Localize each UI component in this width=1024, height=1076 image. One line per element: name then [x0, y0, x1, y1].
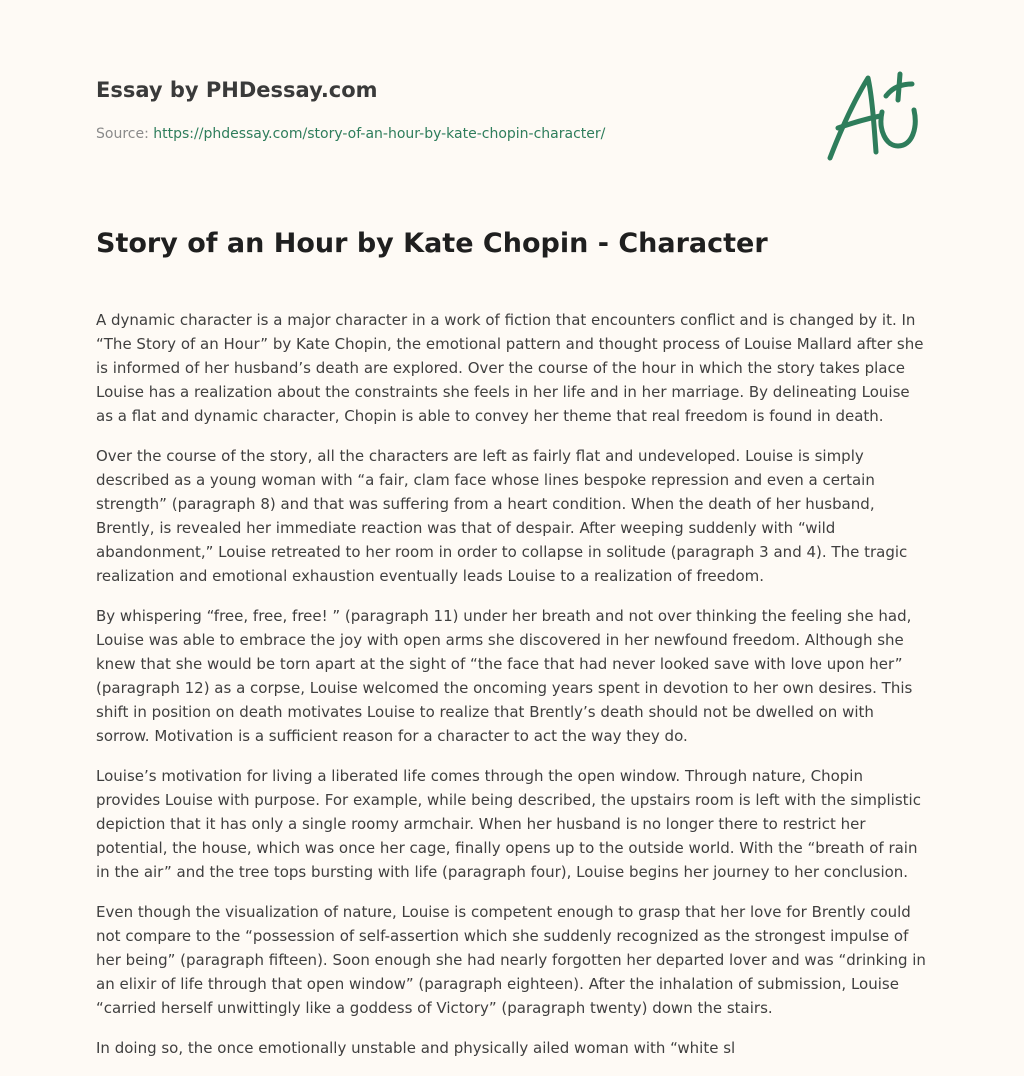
essay-body [96, 308, 930, 1076]
essay-paragraph: Louise’s motivation for living a liberated life comes through the open window. Through nature, Chopin provides Louise with purpose. For example, while being described, the upstairs room is left with the simplistic depiction that it has only a single roomy armchair. When her husband is no longer there to restrict her potential, the house, which was once her cage, finally opens up to the outside world. With the “breath of rain in the air” and the tree tops bursting with life (paragraph four), Louise begins her journey to her conclusion. [96, 767, 921, 881]
essay-paragraph: By whispering “free, free, free! ” (paragraph 11) under her breath and not over thinking the feeling she had, Louise was able to embrace the joy with open arms she discovered in her newfound freedom. Although she knew that she would be torn apart at the sight of “the face that had never looked save with love upon her” (paragraph 12) as a corpse, Louise welcomed the oncoming years spent in devotion to her own desires. This shift in position on death motivates Louise to realize that Brently’s death should not be dwelled on with sorrow. Motivation is a sufficient reason for a character to act the way they do. [96, 607, 913, 745]
essay-paragraph: Over the course of the story, all the characters are left as fairly flat and undeveloped. Louise is simply described as a young woman with “a fair, clam face whose lines bespoke repression and even a certain strength” (paragraph 8) and that was suffering from a heart condition. When the death of her husband, Brently, is revealed her immediate reaction was that of despair. After weeping suddenly with “wild abandonment,” Louise retreated to her room in order to collapse in solitude (paragraph 3 and 4). The tragic realization and emotional exhaustion eventually leads Louise to a realization of freedom. [96, 447, 908, 585]
source-line [96, 124, 796, 144]
a-plus-grade-icon [822, 66, 928, 166]
source-label: Source: [96, 126, 154, 142]
essay-paragraph: In doing so, the once emotionally unstable and physically ailed woman with “white sl [96, 1039, 736, 1057]
essay-paragraph: A dynamic character is a major character in a work of fiction that encounters conflict and is changed by it. In “The Story of an Hour” by Kate Chopin, the emotional pattern and thought process of Louise Mallard after she is informed of her husband’s death are explored. Over the course of the hour in which the story takes place Louise has a realization about the constraints she feels in her life and in her marriage. By delineating Louise as a flat and dynamic character, Chopin is able to convey her theme that real freedom is found in death. [96, 311, 924, 425]
source-link[interactable]: https://phdessay.com/story-of-an-hour-by-kate-chopin-character/ [153, 126, 606, 142]
brand-title: Essay by PHDessay.com [96, 78, 378, 102]
document-header [96, 76, 796, 144]
essay-paragraph: Even though the visualization of nature, Louise is competent enough to grasp that her love for Brently could not compare to the “possession of self-assertion which she suddenly recognized as the strongest impulse of her being” (paragraph fifteen). Soon enough she had nearly forgotten her departed lover and was “drinking in an elixir of life through that open window” (paragraph eighteen). After the inhalation of submission, Louise “carried herself unwittingly like a goddess of Victory” (paragraph twenty) down the stairs. [96, 903, 926, 1017]
page-title: Story of an Hour by Kate Chopin - Character [96, 228, 768, 259]
